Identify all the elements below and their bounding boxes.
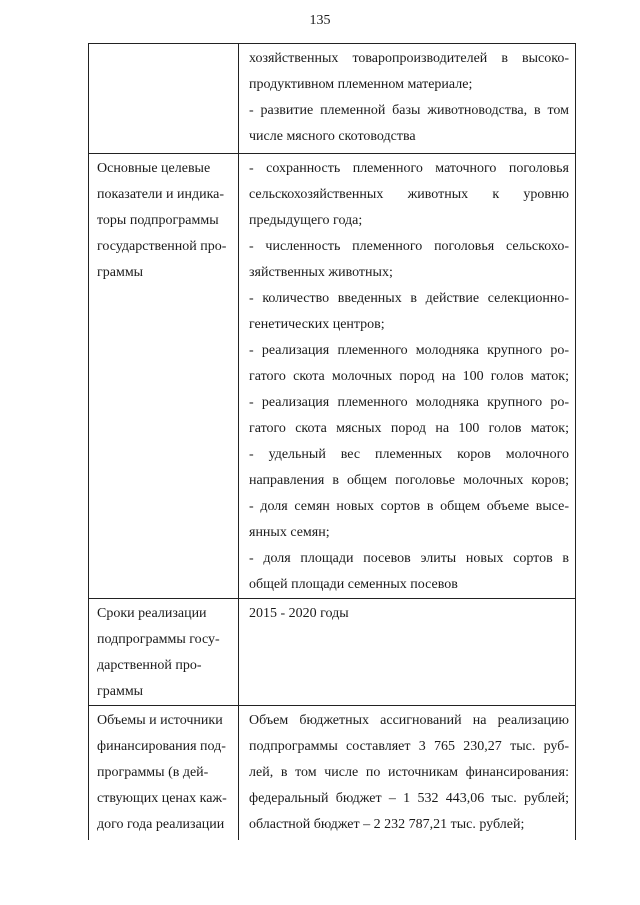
- label-line: подпрограммы госу-: [97, 632, 220, 647]
- content-line: - доля площади посевов элиты новых сортов в: [249, 551, 569, 566]
- content-line: областной бюджет – 2 232 787,21 тыс. рублей;: [249, 817, 525, 832]
- label-line: ствующих ценах каж-: [97, 791, 227, 806]
- row-content-cell: [239, 44, 576, 154]
- content-line: - удельный вес племенных коров молочного: [249, 447, 569, 462]
- content-line: числе мясного скотоводства: [249, 129, 416, 144]
- content-line: направления в общем поголовье молочных коров;: [249, 473, 569, 488]
- row-label-cell: [89, 706, 239, 841]
- row-label-cell: [89, 599, 239, 706]
- label-line: финансирования под-: [97, 739, 226, 754]
- content-line: - количество введенных в действие селекционно-: [249, 291, 569, 306]
- content-line: - развитие племенной базы животноводства, в том: [249, 103, 569, 118]
- table-row-implementation-terms: [89, 599, 576, 706]
- label-line: граммы: [97, 684, 144, 699]
- label-line: граммы: [97, 265, 144, 280]
- content-line: янных семян;: [249, 525, 330, 540]
- table-row-continuation: [89, 44, 576, 154]
- content-line: зяйственных животных;: [249, 265, 393, 280]
- label-line: Сроки реализации: [97, 606, 207, 621]
- content-line: предыдущего года;: [249, 213, 363, 228]
- table-row-target-indicators: [89, 154, 576, 599]
- label-line: программы (в дей-: [97, 765, 209, 780]
- content-line: гатого скота мясных пород на 100 голов маток;: [249, 421, 569, 436]
- content-line: подпрограммы составляет 3 765 230,27 тыс. руб-: [249, 739, 569, 754]
- content-line: сельскохозяйственных животных к уровню: [249, 187, 569, 202]
- content-line: 2015 - 2020 годы: [249, 606, 349, 621]
- content-line: - численность племенного поголовья сельскохо-: [249, 239, 569, 254]
- content-line: гатого скота молочных пород на 100 голов маток;: [249, 369, 569, 384]
- content-line: федеральный бюджет – 1 532 443,06 тыс. рублей;: [249, 791, 569, 806]
- content-line: общей площади семенных посевов: [249, 577, 458, 592]
- label-line: Объемы и источники: [97, 713, 223, 728]
- content-line: - доля семян новых сортов в общем объеме высе-: [249, 499, 569, 514]
- content-line: - реализация племенного молодняка крупного ро-: [249, 343, 569, 358]
- label-line: торы подпрограммы: [97, 213, 219, 228]
- label-line: Основные целевые: [97, 161, 211, 176]
- label-line: дарственной про-: [97, 658, 202, 673]
- content-line: - реализация племенного молодняка крупного ро-: [249, 395, 569, 410]
- subprogram-passport-table: [88, 43, 576, 840]
- content-line: лей, в том числе по источникам финансирования:: [249, 765, 569, 780]
- page-number: 135: [309, 13, 331, 28]
- content-line: - сохранность племенного маточного поголовья: [249, 161, 569, 176]
- label-line: показатели и индика-: [97, 187, 225, 202]
- content-line: генетических центров;: [249, 317, 385, 332]
- table-row-funding: [89, 706, 576, 841]
- row-label-cell: [89, 44, 239, 154]
- row-content-cell: [239, 599, 576, 706]
- label-line: дого года реализации: [97, 817, 225, 832]
- label-line: государственной про-: [97, 239, 227, 254]
- content-line: хозяйственных товаропроизводителей в высоко-: [249, 51, 569, 66]
- row-content-cell: [239, 154, 576, 599]
- content-line: Объем бюджетных ассигнований на реализацию: [249, 713, 569, 728]
- row-content-cell: [239, 706, 576, 841]
- row-label-cell: [89, 154, 239, 599]
- content-line: продуктивном племенном материале;: [249, 77, 473, 92]
